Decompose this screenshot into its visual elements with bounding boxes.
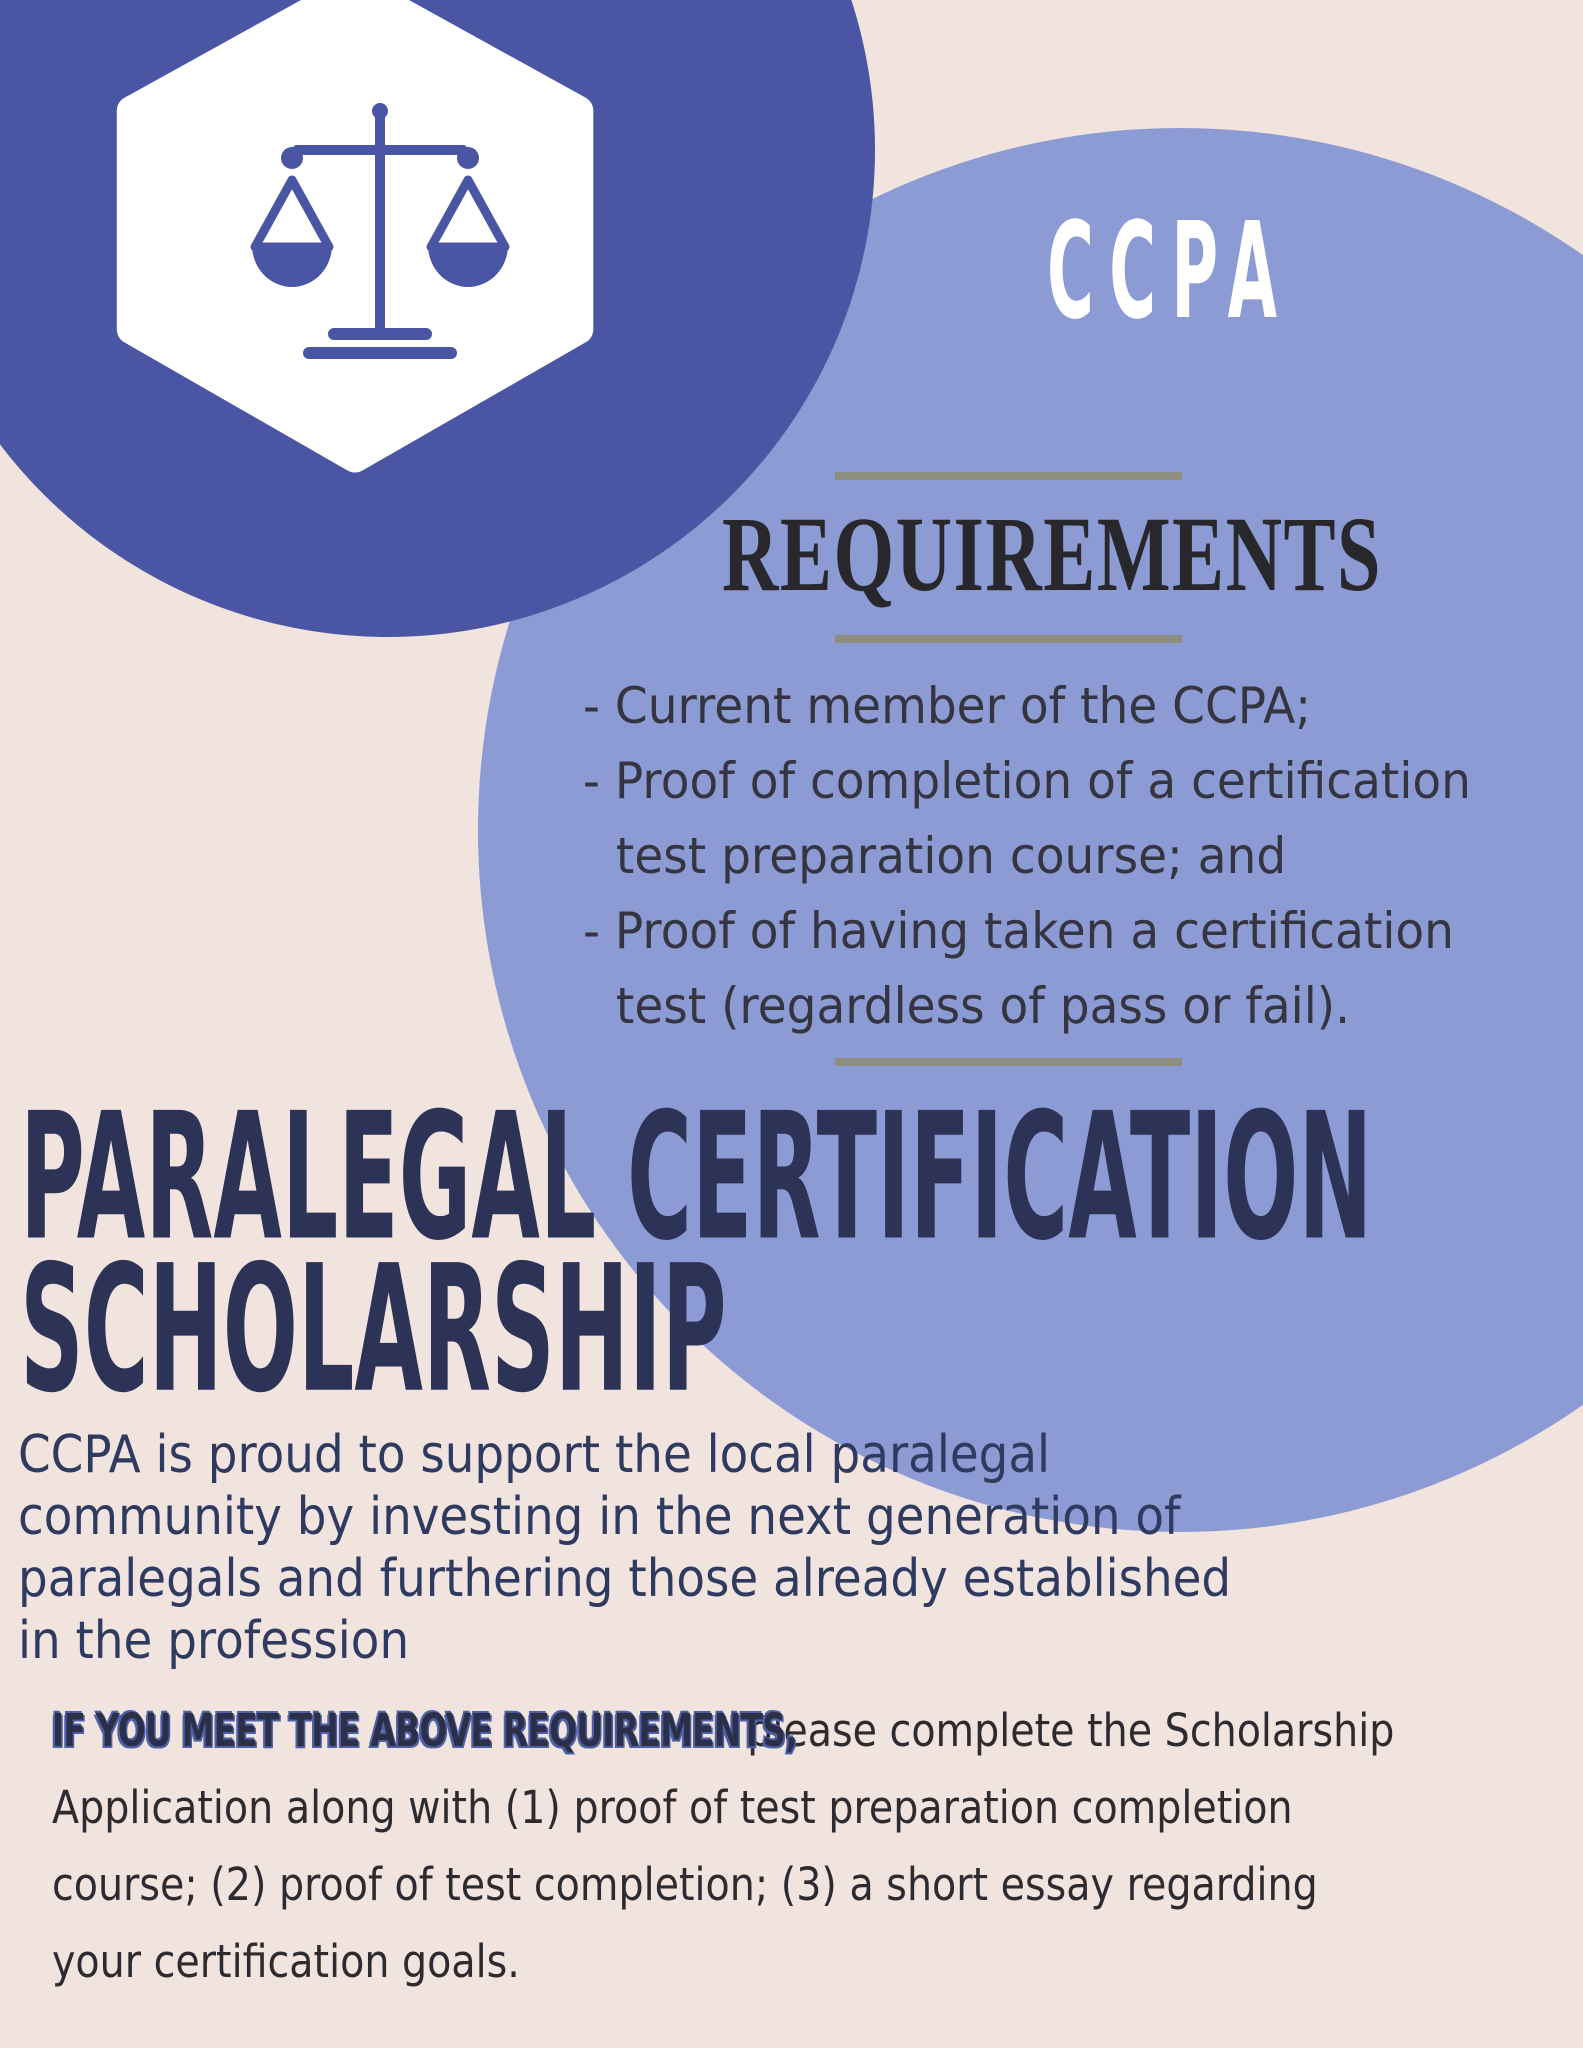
requirement-line: - Proof of having taken a certification [583, 902, 1454, 960]
cta-lead-in-text: IF YOU MEET THE ABOVE REQUIREMENTS, [52, 1704, 798, 1757]
cta-line: Application along with (1) proof of test preparation completion [52, 1781, 1293, 1834]
page-title [20, 1074, 1373, 1432]
page-title-line2: SCHOLARSHIP [20, 1227, 727, 1432]
requirements-heading-text: REQUIREMENTS [722, 496, 1382, 614]
brand-wordmark: CCPA [1047, 195, 1293, 349]
divider-line-top [835, 472, 1182, 480]
intro-line: in the profession [18, 1611, 410, 1671]
intro-line: paralegals and furthering those already established [18, 1549, 1232, 1609]
cta-line1-rest: please complete the Scholarship [747, 1704, 1395, 1757]
cta-line: course; (2) proof of test completion; (3) a short essay regarding [52, 1858, 1318, 1911]
intro-paragraph [18, 1424, 1231, 1672]
requirements-heading [600, 496, 1500, 614]
cta-lead-in [52, 1692, 798, 1769]
requirement-line: - Proof of completion of a certification [583, 752, 1471, 810]
cta-paragraph [52, 1692, 1394, 2000]
page-title-line1: PARALEGAL CERTIFICATION [20, 1074, 1373, 1280]
requirements-list [583, 669, 1471, 1044]
scales-of-justice-icon [230, 95, 530, 375]
intro-line: community by investing in the next generation of [18, 1487, 1181, 1547]
requirement-line: test (regardless of pass or fail). [615, 977, 1351, 1035]
cta-line: your certification goals. [52, 1935, 520, 1988]
divider-line-bottom [835, 1058, 1182, 1066]
requirement-line: test preparation course; and [615, 827, 1287, 885]
divider-line-middle [835, 635, 1182, 643]
requirement-line: - Current member of the CCPA; [583, 677, 1312, 735]
intro-line: CCPA is proud to support the local paralegal [18, 1425, 1051, 1485]
